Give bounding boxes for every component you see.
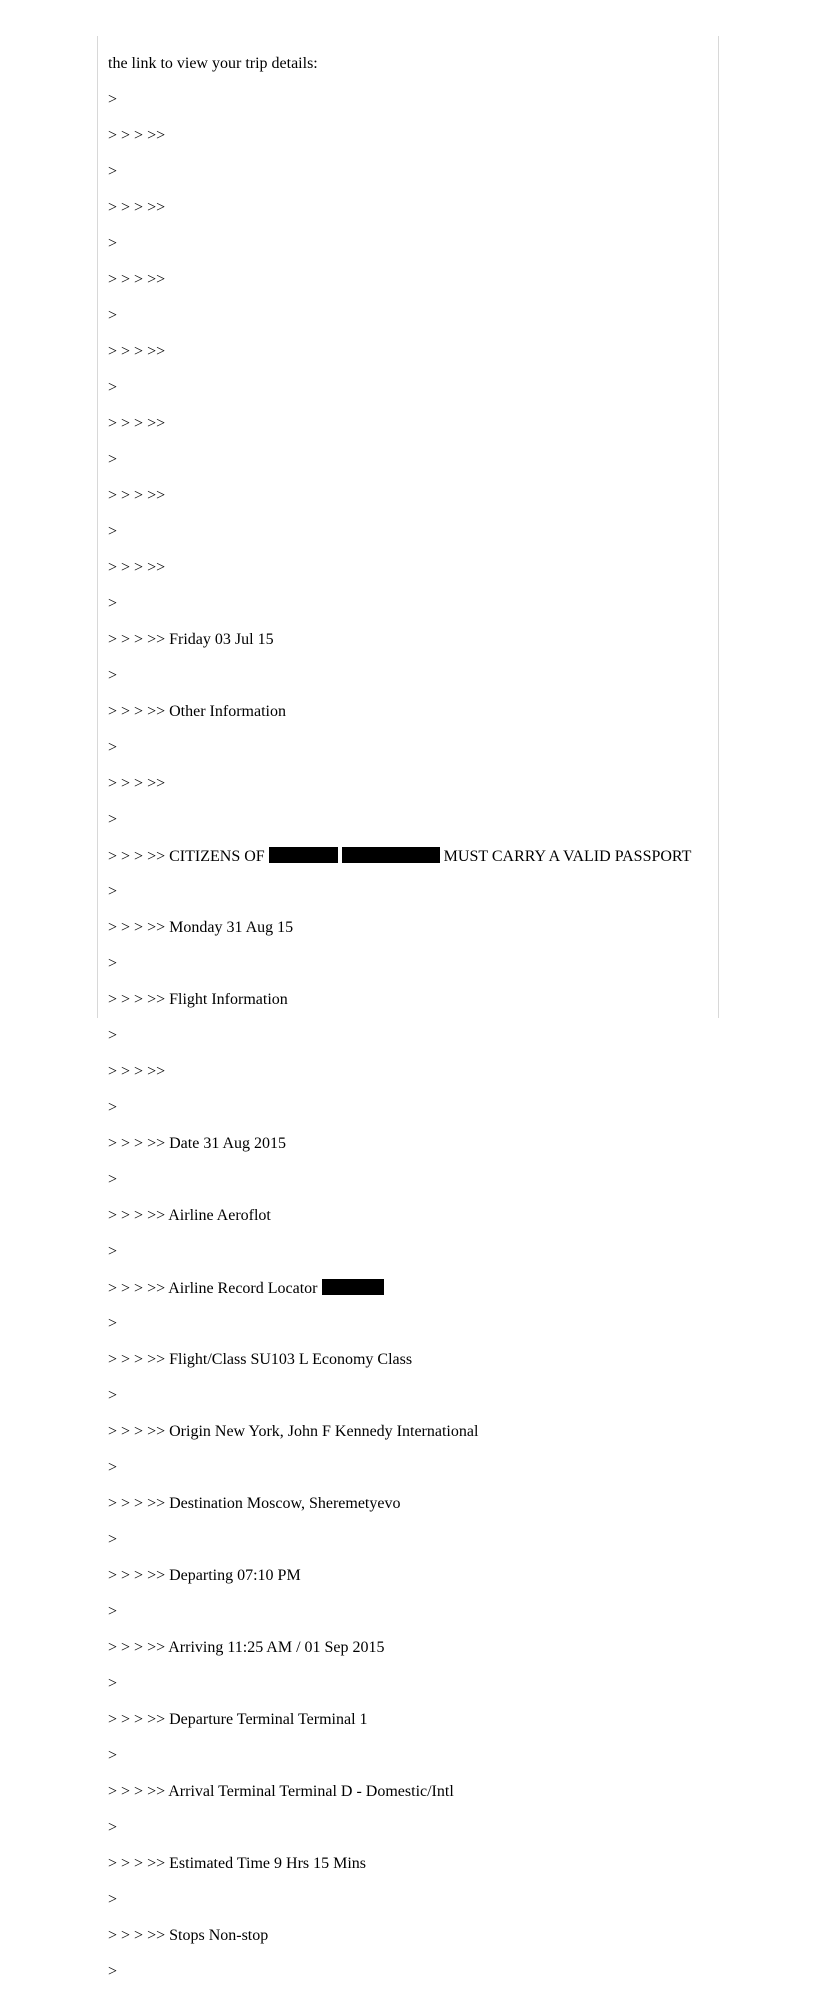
quote-prefix-line: > > > >> <box>108 271 166 288</box>
other-information-line: > > > >> Other Information <box>108 703 286 720</box>
quote-prefix-line: > > > >> <box>108 487 166 504</box>
quote-prefix-line: > > > >> <box>108 343 166 360</box>
quote-prefix-line: > > > >> <box>108 1063 166 1080</box>
flight-class-line: > > > >> Flight/Class SU103 L Economy Class <box>108 1351 413 1368</box>
quote-marker: > <box>108 235 118 252</box>
quote-marker: > <box>108 739 118 756</box>
quote-prefix-line: > > > >> <box>108 127 166 144</box>
destination-line: > > > >> Destination Moscow, Sheremetyevo <box>108 1495 401 1512</box>
quote-marker: > <box>108 1459 118 1476</box>
quote-marker: > <box>108 1099 118 1116</box>
quote-marker: > <box>108 1747 118 1764</box>
quote-marker: > <box>108 1387 118 1404</box>
record-locator-line <box>108 1279 708 1297</box>
intro-line: the link to view your trip details: <box>108 55 318 72</box>
quote-marker: > <box>108 1315 118 1332</box>
citizens-prefix: > > > >> CITIZENS OF <box>108 848 265 865</box>
quote-marker: > <box>108 1675 118 1692</box>
quote-marker: > <box>108 1171 118 1188</box>
date-monday-line: > > > >> Monday 31 Aug 15 <box>108 919 294 936</box>
quote-prefix-line: > > > >> <box>108 559 166 576</box>
quote-marker: > <box>108 91 118 108</box>
quote-marker: > <box>108 379 118 396</box>
quote-marker: > <box>108 1891 118 1908</box>
quote-prefix-line: > > > >> <box>108 775 166 792</box>
estimated-time-line: > > > >> Estimated Time 9 Hrs 15 Mins <box>108 1855 367 1872</box>
redaction-block <box>269 847 338 863</box>
quote-marker: > <box>108 451 118 468</box>
stops-line: > > > >> Stops Non-stop <box>108 1927 269 1944</box>
arriving-line: > > > >> Arriving 11:25 AM / 01 Sep 2015 <box>108 1639 385 1656</box>
quote-marker: > <box>108 1531 118 1548</box>
airline-line: > > > >> Airline Aeroflot <box>108 1207 271 1224</box>
quote-marker: > <box>108 1819 118 1836</box>
quote-marker: > <box>108 955 118 972</box>
quote-marker: > <box>108 595 118 612</box>
quote-marker: > <box>108 883 118 900</box>
quote-marker: > <box>108 667 118 684</box>
flight-information-line: > > > >> Flight Information <box>108 991 288 1008</box>
redaction-block <box>322 1279 384 1295</box>
date-friday-line: > > > >> Friday 03 Jul 15 <box>108 631 274 648</box>
departure-terminal-line: > > > >> Departure Terminal Terminal 1 <box>108 1711 368 1728</box>
record-locator-label: > > > >> Airline Record Locator <box>108 1280 318 1297</box>
quote-marker: > <box>108 811 118 828</box>
arrival-terminal-line: > > > >> Arrival Terminal Terminal D - Domestic/Intl <box>108 1783 454 1800</box>
quote-marker: > <box>108 163 118 180</box>
citizens-suffix: MUST CARRY A VALID PASSPORT <box>443 848 692 865</box>
redaction-block <box>342 847 440 863</box>
quote-marker: > <box>108 1027 118 1044</box>
quote-prefix-line: > > > >> <box>108 415 166 432</box>
quote-marker: > <box>108 307 118 324</box>
quote-marker: > <box>108 1603 118 1620</box>
departing-line: > > > >> Departing 07:10 PM <box>108 1567 301 1584</box>
origin-line: > > > >> Origin New York, John F Kennedy International <box>108 1423 479 1440</box>
quote-marker: > <box>108 1243 118 1260</box>
quote-marker: > <box>108 523 118 540</box>
date-line: > > > >> Date 31 Aug 2015 <box>108 1135 286 1152</box>
quote-marker: > <box>108 1963 118 1980</box>
citizens-line <box>108 847 708 865</box>
quote-prefix-line: > > > >> <box>108 199 166 216</box>
email-body <box>108 37 708 1999</box>
